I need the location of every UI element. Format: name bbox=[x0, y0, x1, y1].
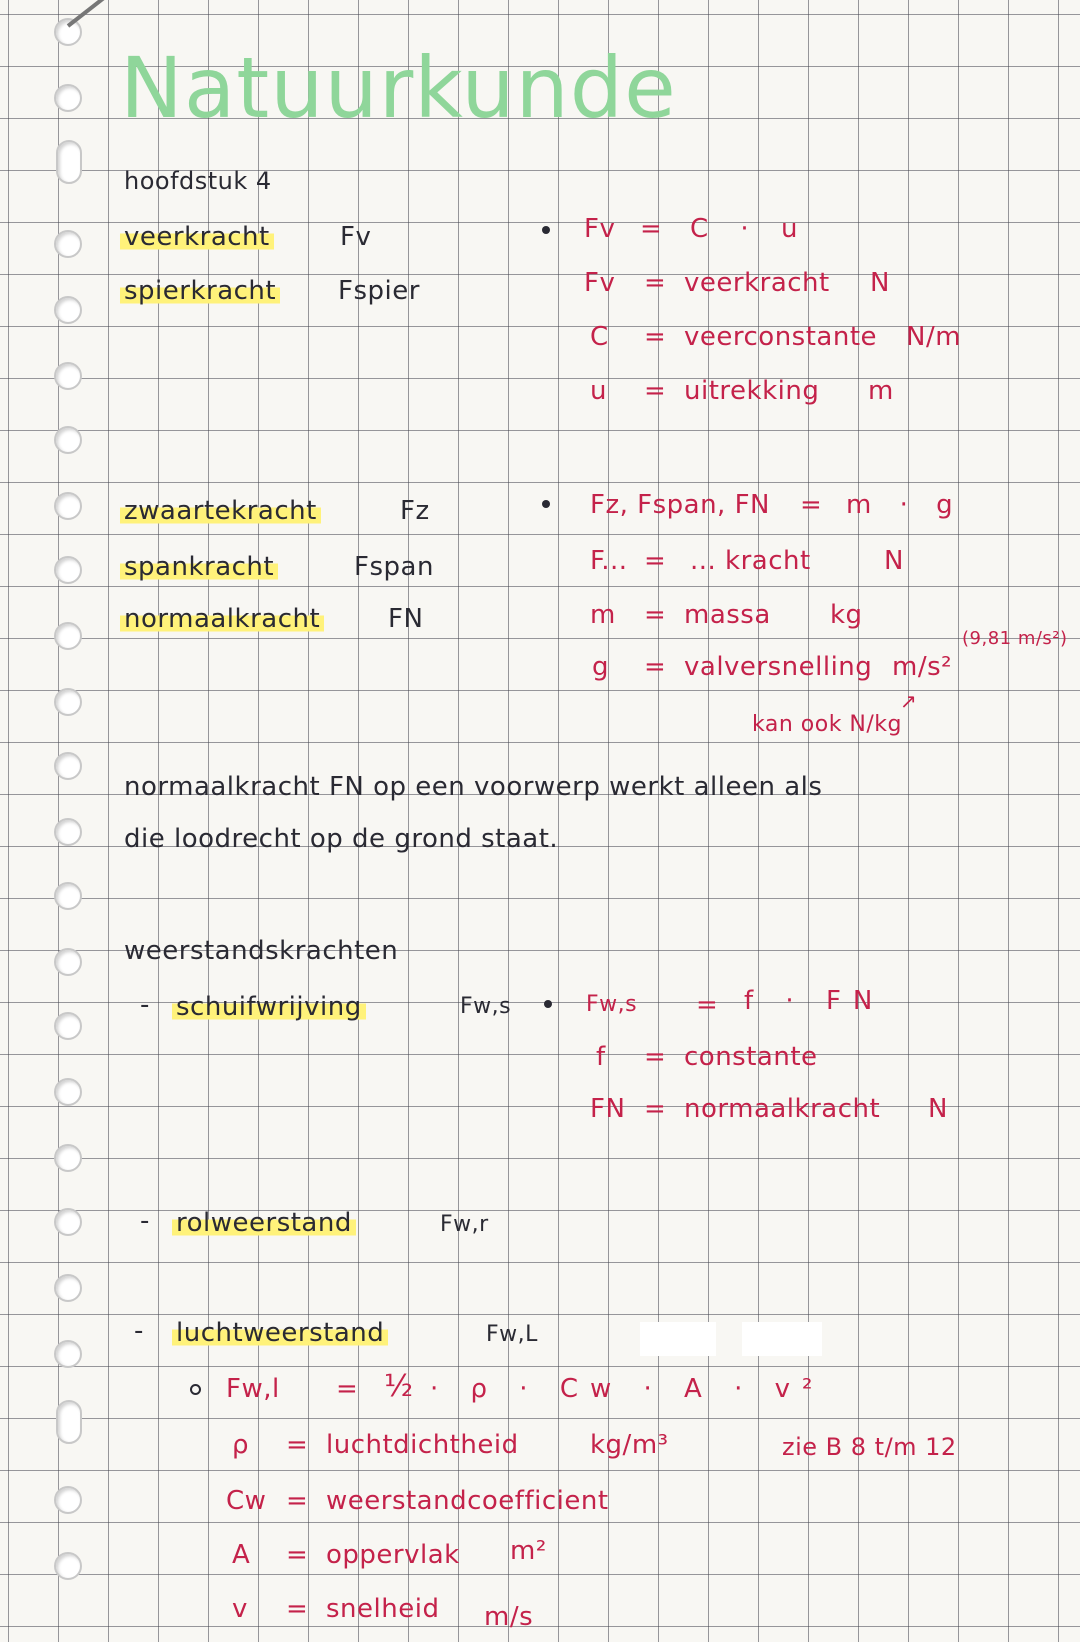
label-spierkracht: spierkracht bbox=[120, 276, 280, 306]
def-desc: veerkracht bbox=[684, 268, 830, 298]
punch-hole bbox=[54, 818, 82, 846]
punch-hole bbox=[54, 426, 82, 454]
symbol-fv: Fv bbox=[340, 222, 372, 252]
symbol-fws: Fw,s bbox=[460, 994, 512, 1019]
formula-air-half: ½ bbox=[384, 1369, 414, 1404]
def-eq: = bbox=[644, 600, 667, 630]
def-desc: massa bbox=[684, 600, 771, 630]
def-eq: = bbox=[644, 376, 667, 406]
label-schuifwrijving: schuifwrijving bbox=[172, 992, 366, 1022]
def-desc: oppervlak bbox=[326, 1540, 460, 1570]
punch-hole bbox=[54, 622, 82, 650]
punch-hole bbox=[54, 1340, 82, 1368]
binder-holes bbox=[0, 0, 90, 1642]
symbol-fspan: Fspan bbox=[354, 552, 434, 582]
def-eq: = bbox=[286, 1486, 309, 1516]
formula-veer-rhs: C · u bbox=[690, 214, 810, 244]
def-sym: A bbox=[232, 1540, 251, 1570]
def-eq: = bbox=[644, 546, 667, 576]
punch-hole bbox=[56, 140, 82, 184]
def-sym: m bbox=[590, 600, 616, 630]
def-unit: m/s² bbox=[892, 652, 953, 682]
punch-hole bbox=[56, 1400, 82, 1444]
def-eq: = bbox=[644, 1094, 667, 1124]
def-sym: Cw bbox=[226, 1486, 267, 1516]
def-unit: m bbox=[868, 376, 894, 406]
chapter-heading: hoofdstuk 4 bbox=[124, 167, 272, 195]
formula-friction-rhs: f · FN bbox=[744, 986, 885, 1016]
punch-hole bbox=[54, 84, 82, 112]
label-luchtweerstand: luchtweerstand bbox=[172, 1318, 388, 1348]
punch-hole bbox=[54, 1486, 82, 1514]
def-sym: u bbox=[590, 376, 607, 406]
def-sym: F... bbox=[590, 546, 628, 576]
def-desc: weerstandcoefficient bbox=[326, 1486, 609, 1516]
reference-note: zie B 8 t/m 12 bbox=[782, 1433, 957, 1461]
bullet-dot bbox=[542, 500, 550, 508]
formula-air-rest: · ρ · Cw · A · v² bbox=[430, 1374, 825, 1404]
punch-hole bbox=[54, 230, 82, 258]
def-sym: FN bbox=[590, 1094, 626, 1124]
punch-hole bbox=[54, 752, 82, 780]
punch-hole bbox=[54, 948, 82, 976]
punch-hole bbox=[54, 1552, 82, 1580]
formula-gravity-eq: = bbox=[800, 490, 823, 520]
def-unit: m/s bbox=[484, 1602, 534, 1632]
unit-alt-note: kan ook N/kg bbox=[752, 712, 902, 737]
punch-hole bbox=[54, 296, 82, 324]
symbol-fwl: Fw,L bbox=[486, 1322, 538, 1347]
formula-friction-lhs: Fw,s bbox=[586, 992, 638, 1017]
def-sym: Fv bbox=[584, 268, 616, 298]
punch-hole bbox=[54, 688, 82, 716]
def-desc: constante bbox=[684, 1042, 818, 1072]
page-title: Natuurkunde bbox=[120, 39, 677, 137]
def-sym: f bbox=[596, 1042, 606, 1072]
punch-hole bbox=[54, 1078, 82, 1106]
correction-tape bbox=[742, 1322, 822, 1356]
symbol-fwr: Fw,r bbox=[440, 1212, 489, 1237]
list-dash: - bbox=[140, 990, 150, 1020]
def-unit: kg bbox=[830, 600, 863, 630]
def-unit: kg/m³ bbox=[590, 1430, 669, 1460]
def-eq: = bbox=[644, 268, 667, 298]
def-unit: N/m bbox=[906, 322, 962, 352]
punch-hole bbox=[54, 1144, 82, 1172]
def-unit: m² bbox=[510, 1536, 547, 1566]
def-unit: N bbox=[928, 1094, 948, 1124]
arrow-icon: ↗ bbox=[900, 689, 918, 713]
formula-air-eq: = bbox=[336, 1374, 359, 1404]
punch-hole bbox=[54, 1208, 82, 1236]
def-desc: uitrekking bbox=[684, 376, 820, 406]
list-dash: - bbox=[140, 1206, 150, 1236]
symbol-fn: FN bbox=[388, 604, 424, 634]
punch-hole bbox=[54, 1012, 82, 1040]
def-sym: g bbox=[592, 652, 610, 682]
def-sym: C bbox=[590, 322, 609, 352]
bullet-ring bbox=[190, 1384, 201, 1395]
resistance-heading: weerstandskrachten bbox=[124, 936, 399, 966]
punch-hole bbox=[54, 492, 82, 520]
normal-note-line1: normaalkracht FN op een voorwerp werkt alleen als bbox=[124, 772, 823, 802]
def-unit: N bbox=[870, 268, 890, 298]
def-eq: = bbox=[644, 1042, 667, 1072]
formula-friction-eq: = bbox=[696, 990, 719, 1020]
punch-hole bbox=[54, 1274, 82, 1302]
bullet-dot bbox=[542, 226, 550, 234]
formula-gravity-lhs: Fz, Fspan, FN bbox=[590, 490, 770, 520]
normal-note-line2: die loodrecht op de grond staat. bbox=[124, 824, 559, 854]
def-eq: = bbox=[286, 1540, 309, 1570]
symbol-fspier: Fspier bbox=[338, 276, 420, 306]
formula-veer-lhs: Fv bbox=[584, 214, 616, 244]
formula-veer-eq: = bbox=[640, 214, 663, 244]
symbol-fz: Fz bbox=[400, 496, 430, 526]
def-desc: valversnelling bbox=[684, 652, 873, 682]
punch-hole bbox=[54, 556, 82, 584]
def-unit: N bbox=[884, 546, 904, 576]
label-veerkracht: veerkracht bbox=[120, 222, 274, 252]
punch-hole bbox=[54, 362, 82, 390]
label-spankracht: spankracht bbox=[120, 552, 278, 582]
def-desc: luchtdichtheid bbox=[326, 1430, 519, 1460]
label-rolweerstand: rolweerstand bbox=[172, 1208, 356, 1238]
formula-air-lhs: Fw,l bbox=[226, 1374, 280, 1404]
g-value-note: (9,81 m/s²) bbox=[962, 628, 1068, 649]
def-sym: v bbox=[232, 1594, 248, 1624]
def-desc: snelheid bbox=[326, 1594, 440, 1624]
def-sym: ρ bbox=[232, 1430, 250, 1460]
def-desc: normaalkracht bbox=[684, 1094, 881, 1124]
label-normaalkracht: normaalkracht bbox=[120, 604, 324, 634]
def-eq: = bbox=[286, 1594, 309, 1624]
bullet-dot bbox=[544, 1000, 552, 1008]
def-desc: veerconstante bbox=[684, 322, 878, 352]
correction-tape bbox=[640, 1322, 716, 1356]
def-eq: = bbox=[644, 322, 667, 352]
list-dash: - bbox=[134, 1316, 144, 1346]
def-desc: ... kracht bbox=[690, 546, 811, 576]
def-eq: = bbox=[286, 1430, 309, 1460]
def-eq: = bbox=[644, 652, 667, 682]
formula-gravity-rhs: m · g bbox=[846, 490, 963, 520]
label-zwaartekracht: zwaartekracht bbox=[120, 496, 321, 526]
punch-hole bbox=[54, 882, 82, 910]
